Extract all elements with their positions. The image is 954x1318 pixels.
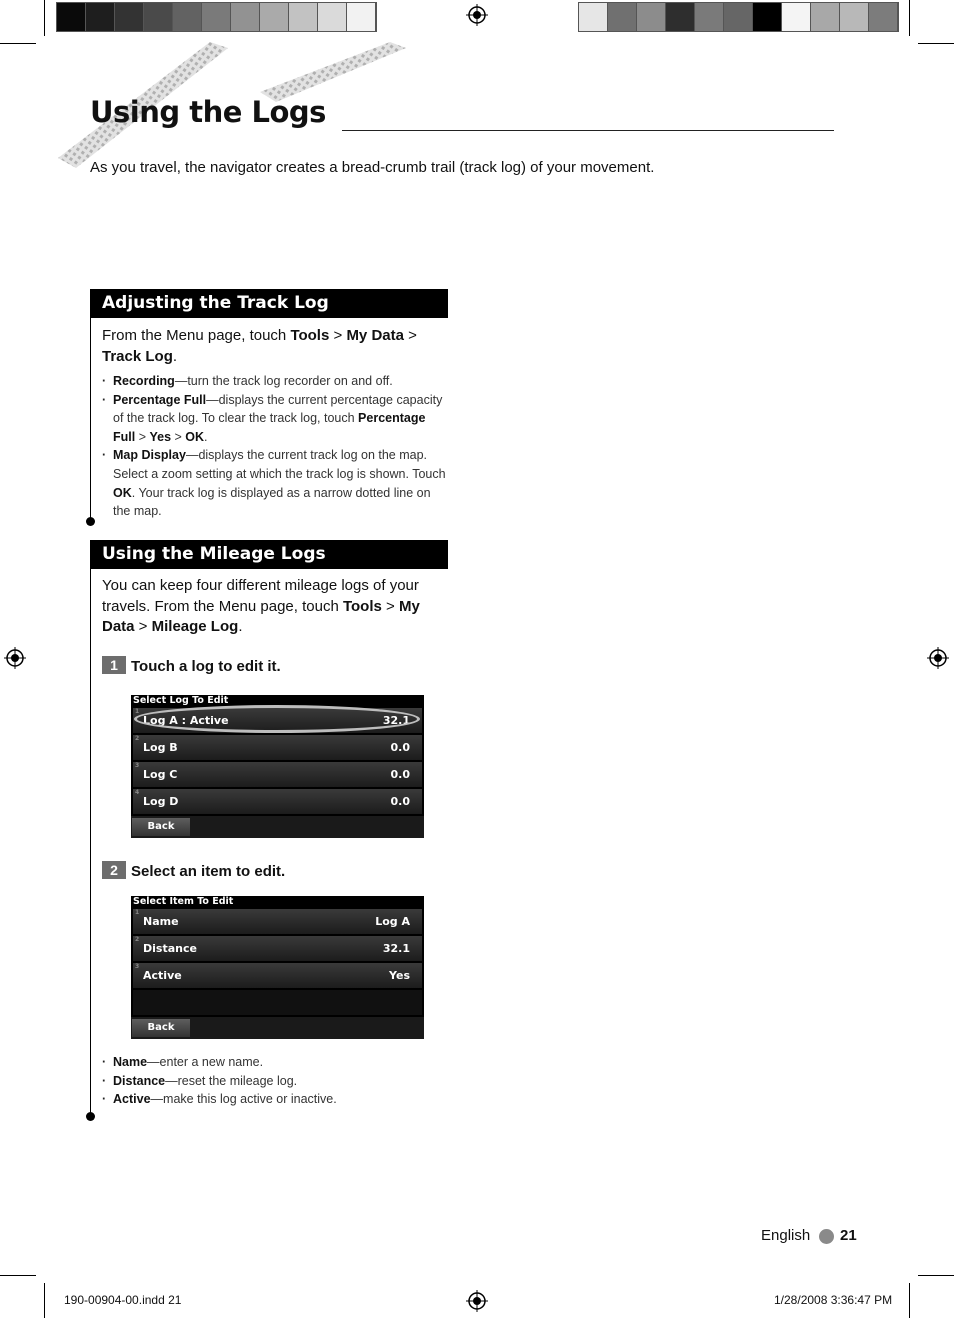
- menu-path-tools: Tools: [290, 327, 330, 344]
- section-end-dot: [86, 517, 95, 526]
- log-row-b[interactable]: 2 Log B 0.0: [133, 735, 422, 760]
- list-item: · Percentage Full—displays the current percentage capacity of the track log. To clear the track log, touch Percentage Full > Yes > OK.: [102, 391, 447, 447]
- mileage-item-options-list: [102, 1053, 447, 1109]
- section-rule: [90, 318, 91, 521]
- log-row-d[interactable]: 4 Log D 0.0: [133, 789, 422, 814]
- device-screen-select-item: [131, 896, 424, 1039]
- screen-header: Select Log To Edit: [133, 695, 229, 706]
- registration-mark-icon: [466, 1290, 488, 1312]
- color-swatch: [260, 3, 289, 31]
- registration-mark-icon: [927, 647, 949, 669]
- step-2: 2 Select an item to edit.: [102, 861, 285, 880]
- screen-header: Select Item To Edit: [133, 896, 234, 907]
- section-rule: [90, 569, 91, 1116]
- screen-footer: [131, 1017, 424, 1039]
- list-item: · Name—enter a new name.: [102, 1053, 447, 1072]
- color-swatch: [869, 3, 898, 31]
- color-swatch: [782, 3, 811, 31]
- list-item: · Active—make this log active or inactive.: [102, 1090, 447, 1109]
- color-swatch: [57, 3, 86, 31]
- color-swatch: [608, 3, 637, 31]
- crop-mark: [0, 1275, 36, 1276]
- color-swatch: [231, 3, 260, 31]
- log-row-a[interactable]: 1 Log A : Active 32.1: [133, 708, 422, 733]
- color-swatch: [289, 3, 318, 31]
- track-log-lead: From the Menu page, touch Tools > My Data > Track Log.: [102, 327, 417, 365]
- section-heading-mileage-logs: Using the Mileage Logs: [90, 540, 448, 569]
- crop-mark: [918, 43, 954, 44]
- color-swatch: [579, 3, 608, 31]
- color-swatch: [753, 3, 782, 31]
- section-end-dot: [86, 1112, 95, 1121]
- color-swatch: [840, 3, 869, 31]
- color-swatch: [144, 3, 173, 31]
- item-row-active[interactable]: 3 Active Yes: [133, 963, 422, 988]
- page-title: Using the Logs: [90, 95, 326, 129]
- crop-mark: [918, 1275, 954, 1276]
- color-swatch: [86, 3, 115, 31]
- intro-paragraph: As you travel, the navigator creates a bread-crumb trail (track log) of your movement.: [90, 159, 655, 176]
- slug-date-time: 1/28/2008 3:36:47 PM: [774, 1293, 893, 1307]
- color-swatch: [202, 3, 231, 31]
- menu-path-mileage-log: Mileage Log: [151, 618, 239, 635]
- color-swatch: [173, 3, 202, 31]
- crop-mark: [44, 1283, 45, 1318]
- device-screen-select-log: [131, 695, 424, 838]
- list-item: · Distance—reset the mileage log.: [102, 1072, 447, 1091]
- step-number: 1: [102, 656, 126, 674]
- section-heading-track-log: Adjusting the Track Log: [90, 289, 448, 318]
- back-button[interactable]: Back: [132, 1019, 190, 1037]
- registration-mark-icon: [4, 647, 26, 669]
- crop-mark: [909, 0, 910, 36]
- log-row-c[interactable]: 3 Log C 0.0: [133, 762, 422, 787]
- mileage-lead: You can keep four different mileage logs of your travels. From the Menu page, touch Tools > My Data > Mileage Log.: [102, 577, 420, 635]
- color-swatch: [695, 3, 724, 31]
- empty-row: [133, 990, 422, 1015]
- crop-mark: [909, 1283, 910, 1318]
- color-swatch: [318, 3, 347, 31]
- slug-file-info: 190-00904-00.indd 21: [64, 1293, 182, 1307]
- color-swatch: [811, 3, 840, 31]
- list-item: · Map Display—displays the current track log on the map. Select a zoom setting at which the track log is shown. Touch OK. Your track log is displayed as a narrow dotted line on the map.: [102, 446, 447, 520]
- color-swatch: [724, 3, 753, 31]
- list-item: · Recording—turn the track log recorder on and off.: [102, 372, 447, 391]
- back-button[interactable]: Back: [132, 818, 190, 836]
- step-1: 1 Touch a log to edit it.: [102, 656, 281, 675]
- footer-dot-icon: [819, 1229, 834, 1244]
- crop-mark: [44, 0, 45, 36]
- item-row-name[interactable]: 1 Name Log A: [133, 909, 422, 934]
- track-log-options-list: [102, 372, 447, 521]
- highlight-oval: [134, 705, 420, 733]
- menu-path-my-data: My Data: [346, 327, 404, 344]
- menu-path-my-data: My Data: [102, 597, 420, 635]
- menu-path-tools: Tools: [342, 597, 382, 615]
- screen-footer: [131, 816, 424, 838]
- color-swatch: [115, 3, 144, 31]
- color-swatch: [666, 3, 695, 31]
- page-number: 21: [840, 1227, 857, 1244]
- grayscale-color-bar-left: [56, 2, 377, 32]
- menu-path-track-log: Track Log: [102, 347, 173, 365]
- color-swatch: [347, 3, 376, 31]
- step-number: 2: [102, 861, 126, 879]
- color-swatch: [637, 3, 666, 31]
- footer-language: English: [761, 1227, 811, 1244]
- grayscale-color-bar-right: [578, 2, 899, 32]
- item-row-distance[interactable]: 2 Distance 32.1: [133, 936, 422, 961]
- registration-mark-icon: [466, 4, 488, 26]
- title-rule: [342, 130, 834, 131]
- crop-mark: [0, 43, 36, 44]
